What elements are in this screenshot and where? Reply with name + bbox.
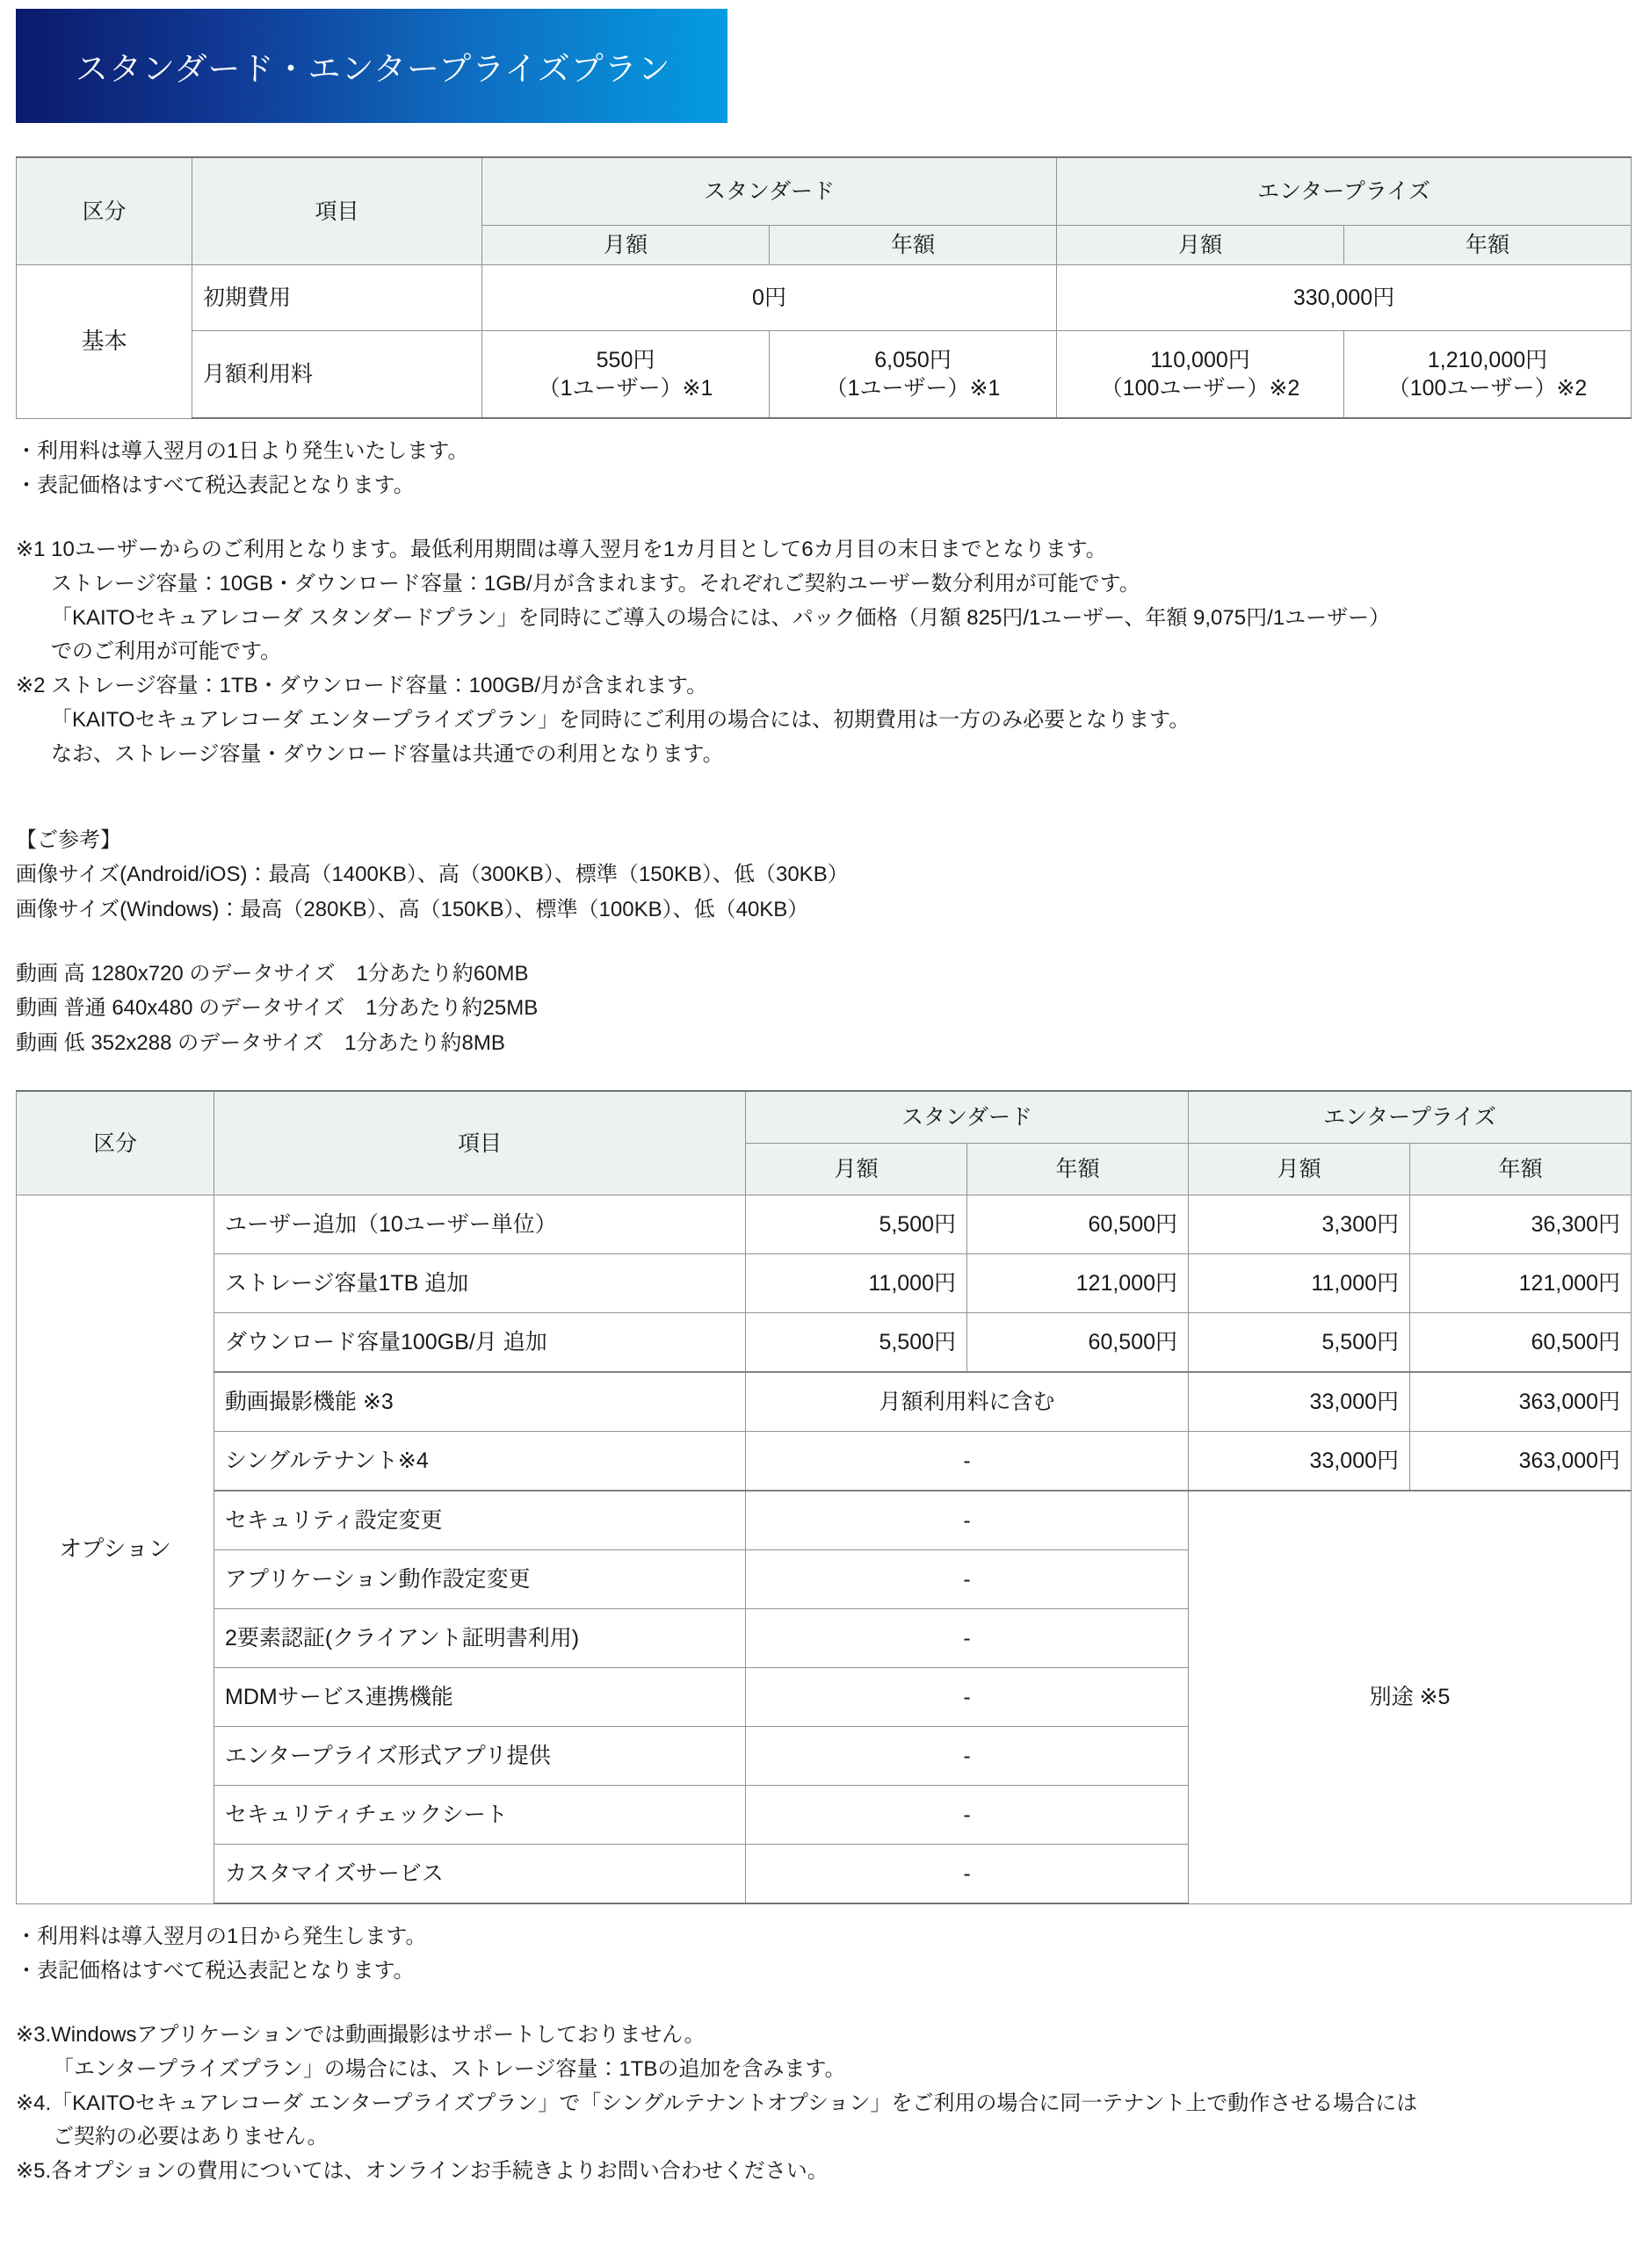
monthly-fee-enterprise-monthly [1057, 331, 1344, 419]
value-enterprise-monthly: 33,000円 [1189, 1432, 1410, 1492]
header-plan-enterprise: エンタープライズ [1057, 157, 1632, 226]
pricing-document-page [0, 9, 1643, 2268]
table-row [17, 1491, 1632, 1550]
note-line: ・表記価格はすべて税込表記となります。 [16, 1958, 415, 1983]
option-item-mdm-integration: MDMサービス連携機能 [214, 1668, 746, 1727]
option-item-video-capture: 動画撮影機能 ※3 [214, 1372, 746, 1432]
row-group-basic: 基本 [17, 265, 192, 419]
note-line: ・利用料は導入翌月の1日より発生いたします。 [16, 439, 469, 463]
video-size-line: 動画 普通 640x480 のデータサイズ 1分あたり約25MB [16, 996, 539, 1021]
header-standard-yearly: 年額 [770, 226, 1057, 265]
option-item-app-behavior-setting: アプリケーション動作設定変更 [214, 1550, 746, 1609]
value-enterprise-monthly: 11,000円 [1189, 1254, 1410, 1313]
option-item-security-checksheet: セキュリティチェックシート [214, 1786, 746, 1845]
header-kubun: 区分 [17, 157, 192, 265]
value-enterprise-yearly: 363,000円 [1410, 1432, 1632, 1492]
opt-header-plan-standard: スタンダード [746, 1091, 1189, 1144]
row-item-monthly-fee: 月額利用料 [192, 331, 482, 419]
value-enterprise-separate: 別途 ※5 [1189, 1491, 1632, 1903]
value-standard-merged: - [746, 1432, 1189, 1492]
row-item-initial-cost: 初期費用 [192, 265, 482, 331]
option-table-notes [16, 1920, 1643, 1989]
option-pricing-table [16, 1090, 1632, 1904]
table-row [17, 1313, 1632, 1373]
table-row [17, 1432, 1632, 1492]
table-row [17, 331, 1632, 419]
footnote-line: ※5.各オプションの費用については、オンラインお手続きよりお問い合わせください。 [16, 2159, 829, 2184]
option-item-download-add: ダウンロード容量100GB/月 追加 [214, 1313, 746, 1373]
option-footnotes [16, 2019, 1643, 2189]
image-size-line: 画像サイズ(Windows)：最高（280KB）、高（150KB）、標準（100KB）、低（40KB） [16, 897, 809, 921]
opt-header-komoku: 項目 [214, 1091, 746, 1195]
option-item-storage-add: ストレージ容量1TB 追加 [214, 1254, 746, 1313]
footnote-line: 「エンタープライズプラン」の場合には、ストレージ容量：1TBの追加を含みます。 [53, 2056, 846, 2081]
value-enterprise-monthly: 3,300円 [1189, 1195, 1410, 1254]
value-standard-yearly: 121,000円 [967, 1254, 1189, 1313]
table-row [17, 1254, 1632, 1313]
option-item-customize-service: カスタマイズサービス [214, 1845, 746, 1904]
amount-text: 110,000円 [1150, 348, 1250, 372]
opt-header-standard-yearly: 年額 [967, 1144, 1189, 1195]
value-standard-monthly: 5,500円 [746, 1195, 967, 1254]
amount-note: （100ユーザー）※2 [1387, 376, 1588, 401]
value-standard-merged: - [746, 1609, 1189, 1668]
basic-footnotes [16, 533, 1643, 772]
reference-heading: 【ご参考】 [16, 827, 121, 852]
amount-note: （1ユーザー）※1 [538, 376, 713, 401]
value-enterprise-yearly: 60,500円 [1410, 1313, 1632, 1373]
opt-header-enterprise-monthly: 月額 [1189, 1144, 1410, 1195]
basic-table-notes [16, 435, 1643, 503]
reference-block [16, 823, 1643, 1060]
video-size-line: 動画 低 352x288 のデータサイズ 1分あたり約8MB [16, 1030, 505, 1055]
footnote-line: ※2 ストレージ容量：1TB・ダウンロード容量：100GB/月が含まれます。 [16, 674, 708, 698]
table-row [17, 1372, 1632, 1432]
option-item-security-setting: セキュリティ設定変更 [214, 1491, 746, 1550]
footnote-line: ※4.「KAITOセキュアレコーダ エンタープライズプラン」で「シングルテナントオプション」をご利用の場合に同一テナント上で動作させる場合には [16, 2091, 1418, 2115]
header-komoku: 項目 [192, 157, 482, 265]
value-enterprise-monthly: 33,000円 [1189, 1372, 1410, 1432]
footnote-line: ストレージ容量：10GB・ダウンロード容量：1GB/月が含まれます。それぞれご契約ユーザー数分利用が可能です。 [51, 571, 1140, 596]
footnote-line: 「KAITOセキュアレコーダ エンタープライズプラン」を同時にご利用の場合には、初期費用は一方のみ必要となります。 [51, 708, 1191, 733]
title-banner [16, 9, 727, 123]
value-standard-yearly: 60,500円 [967, 1195, 1189, 1254]
header-standard-monthly: 月額 [482, 226, 770, 265]
value-standard-merged: - [746, 1668, 1189, 1727]
option-item-single-tenant: シングルテナント※4 [214, 1432, 746, 1492]
table-row [17, 265, 1632, 331]
monthly-fee-standard-yearly [770, 331, 1057, 419]
value-standard-merged: - [746, 1845, 1189, 1904]
option-item-enterprise-app: エンタープライズ形式アプリ提供 [214, 1727, 746, 1786]
page-title: スタンダード・エンタープライズプラン [76, 51, 671, 87]
value-standard-yearly: 60,500円 [967, 1313, 1189, 1373]
amount-text: 6,050円 [874, 348, 952, 372]
value-standard-merged: - [746, 1550, 1189, 1609]
value-enterprise-yearly: 363,000円 [1410, 1372, 1632, 1432]
image-size-line: 画像サイズ(Android/iOS)：最高（1400KB）、高（300KB）、標準（150KB）、低（30KB） [16, 863, 849, 887]
header-plan-standard: スタンダード [482, 157, 1057, 226]
monthly-fee-standard-monthly [482, 331, 770, 419]
opt-header-kubun: 区分 [17, 1091, 214, 1195]
video-size-line: 動画 高 1280x720 のデータサイズ 1分あたり約60MB [16, 961, 529, 986]
value-standard-monthly: 11,000円 [746, 1254, 967, 1313]
monthly-fee-enterprise-yearly [1344, 331, 1632, 419]
value-standard-merged: - [746, 1491, 1189, 1550]
note-line: ・利用料は導入翌月の1日から発生します。 [16, 1925, 427, 1949]
amount-text: 550円 [596, 348, 655, 372]
amount-note: （100ユーザー）※2 [1100, 376, 1300, 401]
initial-cost-standard: 0円 [482, 265, 1057, 331]
amount-text: 1,210,000円 [1427, 348, 1548, 372]
footnote-line: ※1 10ユーザーからのご利用となります。最低利用期間は導入翌月を1カ月目として6カ月目の末日までとなります。 [16, 537, 1107, 561]
basic-pricing-table [16, 156, 1632, 419]
value-standard-merged: - [746, 1786, 1189, 1845]
header-enterprise-yearly: 年額 [1344, 226, 1632, 265]
amount-note: （1ユーザー）※1 [825, 376, 1001, 401]
footnote-line: なお、ストレージ容量・ダウンロード容量は共通での利用となります。 [51, 742, 724, 766]
value-standard-monthly: 5,500円 [746, 1313, 967, 1373]
value-enterprise-yearly: 121,000円 [1410, 1254, 1632, 1313]
footnote-line: でのご利用が可能です。 [51, 639, 282, 664]
value-enterprise-monthly: 5,500円 [1189, 1313, 1410, 1373]
footnote-line: 「KAITOセキュアレコーダ スタンダードプラン」を同時にご導入の場合には、パック価格（月額 825円/1ユーザー、年額 9,075円/1ユーザー） [51, 605, 1391, 630]
option-table-header [17, 1091, 1632, 1195]
header-enterprise-monthly: 月額 [1057, 226, 1344, 265]
initial-cost-enterprise: 330,000円 [1057, 265, 1632, 331]
option-item-user-add: ユーザー追加（10ユーザー単位） [214, 1195, 746, 1254]
opt-header-plan-enterprise: エンタープライズ [1189, 1091, 1632, 1144]
value-standard-merged: - [746, 1727, 1189, 1786]
opt-header-enterprise-yearly: 年額 [1410, 1144, 1632, 1195]
table-row [17, 1195, 1632, 1254]
value-enterprise-yearly: 36,300円 [1410, 1195, 1632, 1254]
footnote-line: ご契約の必要はありません。 [53, 2125, 329, 2149]
row-group-option: オプション [17, 1195, 214, 1904]
basic-table-header [17, 157, 1632, 265]
option-item-two-factor-auth: 2要素認証(クライアント証明書利用) [214, 1609, 746, 1668]
opt-header-standard-monthly: 月額 [746, 1144, 967, 1195]
footnote-line: ※3.Windowsアプリケーションでは動画撮影はサポートしておりません。 [16, 2022, 706, 2047]
value-standard-merged: 月額利用料に含む [746, 1372, 1189, 1432]
note-line: ・表記価格はすべて税込表記となります。 [16, 473, 415, 497]
